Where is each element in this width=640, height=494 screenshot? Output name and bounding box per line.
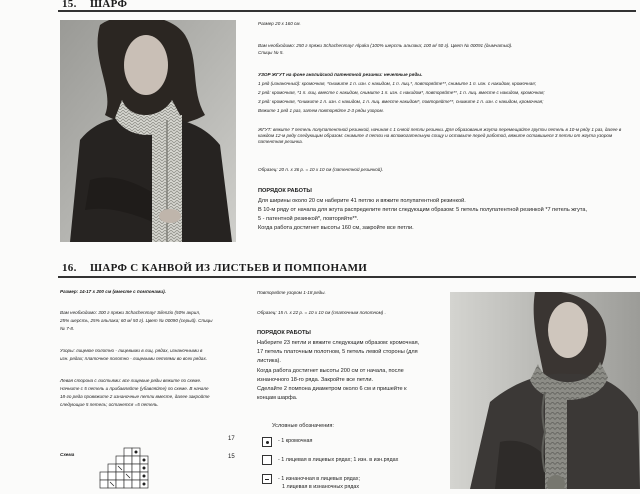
section-15-work-line-1: Для ширины около 20 см наберите 41 петлю и вяжите полупатентной резинкой. (258, 198, 466, 204)
section-16-work-title: ПОРЯДОК РАБОТЫ (257, 330, 311, 336)
knitting-scheme-grid (98, 446, 238, 489)
scheme-row-17: 17 (228, 436, 235, 442)
section-15-pattern-repeat: Вяжите 1 ряд 1 раз, затем повторяйте 2-3 ряды узором. (258, 108, 384, 113)
section-15-rule (58, 10, 636, 12)
section-15-work-title: ПОРЯДОК РАБОТЫ (258, 188, 312, 194)
section-16-leaf-4: следующие 5 петель; останется =5 петель. (60, 402, 159, 407)
section-16-work-line-1: Наберите 23 петли и вяжите следующим образом: кромочная, (257, 340, 420, 346)
section-15-pattern-title: УЗОР ЖГУТ на фоне английской патентной резинки: нечетные ряды. (258, 72, 423, 77)
section-15-needles: Спицы № 5. (258, 50, 284, 55)
section-16-materials-2: 25% шерсть, 25% альпака; 60 м/ 50 г). Цвет № 00090 (серый). Спицы (60, 318, 213, 323)
knitting-scheme (98, 446, 238, 489)
section-15-materials: Вам необходимо: 250 г пряжи Schachenmayr Alpaka (100% шерсть альпака; 100 м/ 50 г). Цвет № 00091 (дымчатый). (258, 43, 513, 48)
section-16-work-line-5: изнаночного 18-го ряда. Закройте все петли. (257, 377, 374, 383)
section-16-rule (58, 276, 636, 278)
section-15-work-line-3: 5 - патентной резинкой*, повторяйте**. (258, 216, 359, 222)
legend-knit-symbol (262, 455, 272, 465)
model-photo-leaf-scarf (450, 292, 640, 489)
section-16-size: Размер: 14-17 х 200 см (вместе с помпонами). (60, 289, 166, 294)
section-16-gauge: Образец: 15 п. х 22 р. = 10 х 10 см (платочным полотном) . (257, 310, 386, 315)
section-16-work-line-6: Сделайте 2 помпона диаметром около 6 см и пришейте к (257, 386, 407, 392)
section-15-pattern-row-3: 3 ряд: кромочная, *снимите 1 п. изн. с накидом, 1 п. лиц. вместе накидом*, повторяйте**, снимите 1 п. изн. с накидом, кромочная; (258, 99, 544, 104)
section-15-braid: ЖГУТ: вяжите 7 петель полупатентной резинкой, начиная с 1 сняой петли резинки. Для образования жгута перемещайте группы петель в 10-м ряду 1 раз, далее в каждом 12-м ряду следующим образом: снимите 4 петли на вспомогательную спицу и оставьте перед работой, вяжите оставшиеся 3 петли от жгута узором патентная резинка. (258, 127, 622, 145)
section-16-leaf-1: Левая сторона с листьями: все лицевые ряды вяжите по схеме. (60, 378, 202, 383)
section-15-pattern-row-2: 2 ряд: кромочная, *1 п. лиц. вместе с накидом, снимите 1 п. изн. с накидом*, повторяйте**, 1 п. лиц. вместе с накидом, кромочная; (258, 90, 545, 95)
legend-edge-stitch-symbol (262, 437, 272, 447)
section-16-patterns-2: изн. рядах; платочное полотно - лицевыми петлями во всех рядах. (60, 356, 208, 361)
dash-icon (265, 479, 269, 480)
scheme-row-15: 15 (228, 454, 235, 460)
section-16-patterns-1: Узоры: лицевое полотно - лицевыми в лиц. рядах, изнаночными в (60, 348, 203, 353)
legend-purl-symbol (262, 474, 272, 484)
scheme-label: Схема (60, 452, 75, 457)
section-16-materials-1: Вам необходимо: 300 г пряжи Schachenmayr Silenzio (50% акрил, (60, 310, 201, 315)
section-16-repeat: Повторяйте узором 1-18 ряды. (257, 290, 326, 295)
legend-title: Условные обозначения: (272, 423, 334, 429)
section-15-title: ШАРФ (90, 0, 128, 10)
section-16-work-line-2: 17 петель платочным полотном, 5 петель левой стороны (для (257, 349, 418, 355)
legend-purl: - 1 изнаночная в лицевых рядах; (278, 476, 360, 482)
model-photo-scarf (60, 20, 236, 242)
legend-knit: - 1 лицевая в лицевых рядах; 1 изн. в изн.рядах (278, 457, 399, 463)
section-16-work-line-7: концам шарфа. (257, 395, 298, 401)
dot-icon (266, 441, 269, 444)
section-15-work-line-2: В 10-м ряду от начала для жгута распределите петли следующим образом: 5 петель полупатентной резинкой *7 петель жгута, (258, 207, 588, 213)
section-15-number: 15. (62, 0, 77, 10)
section-16-leaf-2: Начните с 5 петель и прибавляйте (убавляйте) по схеме. В начале (60, 386, 209, 391)
leaf-scarf-photo-illustration (450, 292, 640, 489)
section-15-gauge: Образец: 20 п. х 36 р. = 10 х 10 см (патентной резинкой). (258, 167, 384, 172)
section-16-materials-3: № 7-8. (60, 326, 75, 331)
section-15-work-line-4: Когда работа достигнет высоты 160 см, закройте все петли. (258, 225, 414, 231)
model-photo-illustration (60, 20, 236, 242)
section-16-work-line-3: листика). (257, 358, 281, 364)
legend-edge-stitch: - 1 кромочная (278, 438, 313, 444)
section-16-number: 16. (62, 262, 77, 274)
legend-purl-cut: 1 лицевая в изнаночных рядах (282, 484, 360, 489)
section-15-pattern-row-1: 1 ряд (изнаночный): кромочная, *снимите 1 п. изн. с накидом, 1 п. лиц.*, повторяйте**, снимите 1 п. изн. с накидом, кромочная; (258, 81, 536, 86)
section-16-leaf-3: 18-го ряда провяжите 2 изнаночные петли вместе, далее закройте (60, 394, 210, 399)
section-16-title: ШАРФ С КАНВОЙ ИЗ ЛИСТЬЕВ И ПОМПОНАМИ (90, 262, 368, 274)
section-16-work-line-4: Когда работа достигнет высоты 200 см от начала, после (257, 368, 404, 374)
section-15-size: Размер 20 х 160 см. (258, 21, 301, 26)
